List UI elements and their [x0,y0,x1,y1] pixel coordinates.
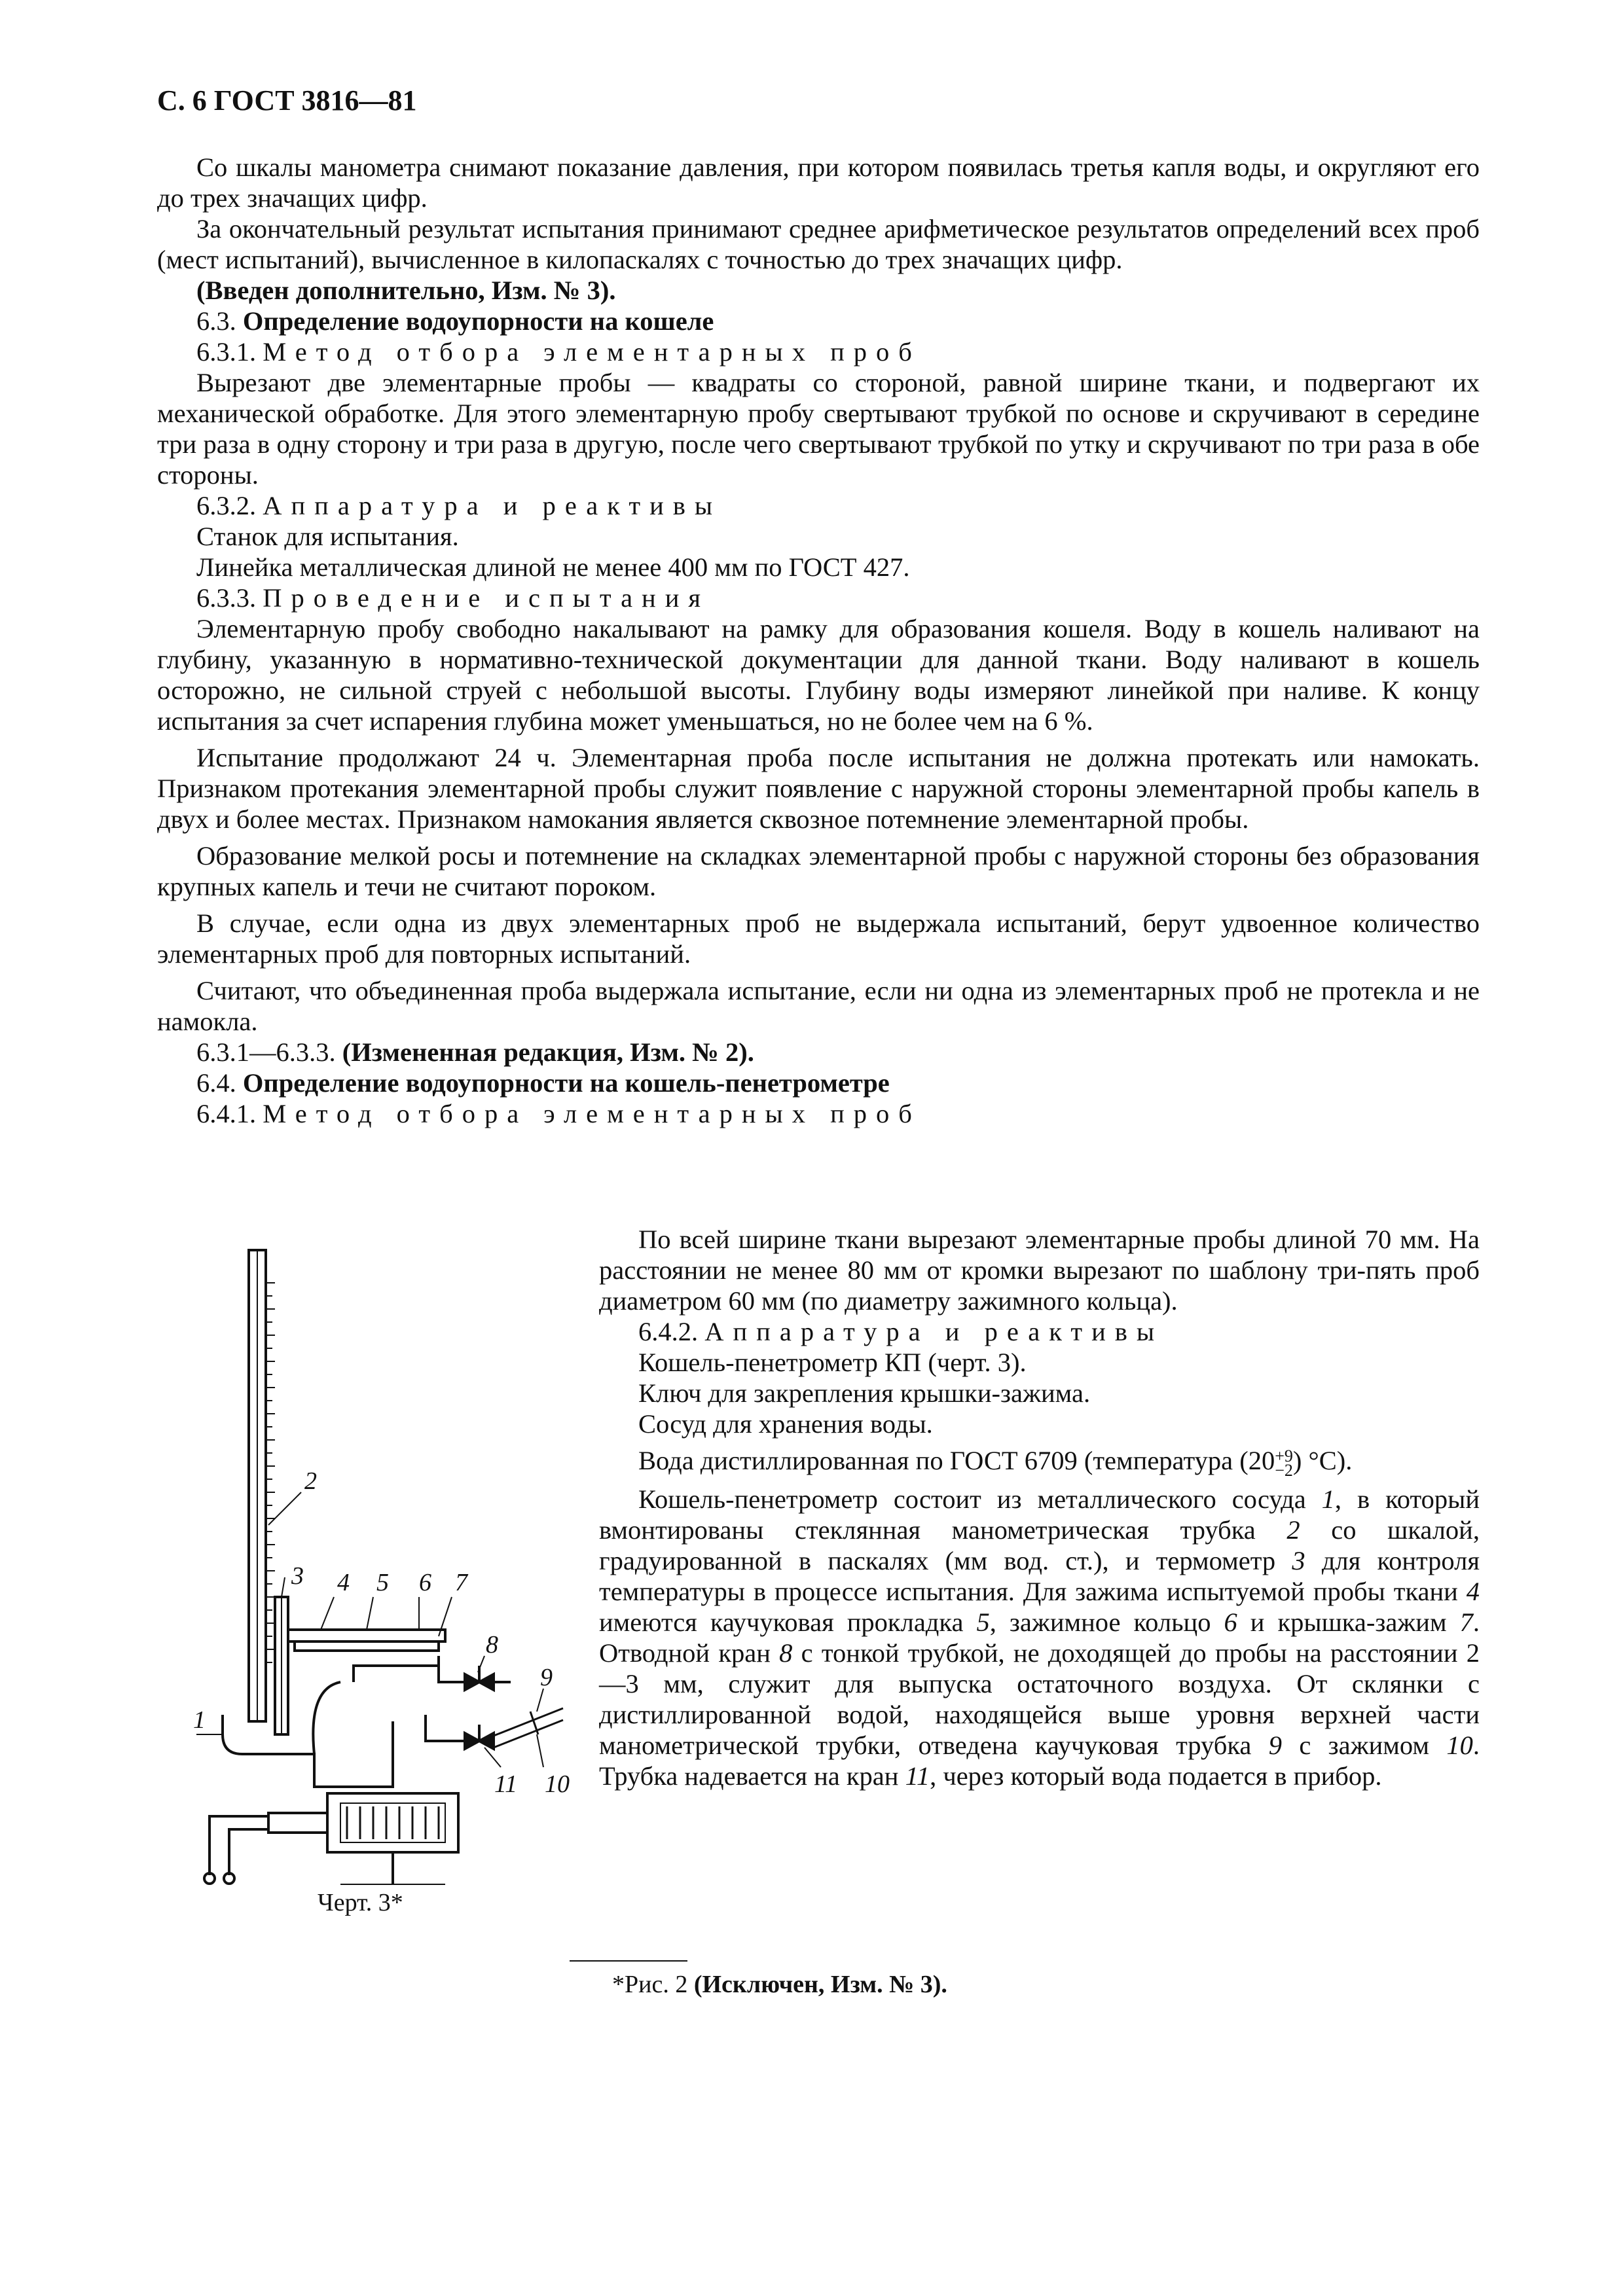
label-4: 4 [337,1569,350,1596]
subsection-heading: 6.4.2. Аппаратура и реактивы [638,1317,1164,1346]
list-item: Кошель-пенетрометр КП (черт. 3). [638,1348,1027,1377]
paragraph: Образование мелкой росы и потемнение на складках элементарной пробы с наружной стороны без образования крупных капель и течи не считают пороком. [157,841,1480,901]
list-item: Ключ для закрепления крышки-зажима. [638,1378,1091,1408]
paragraph: Вырезают две элементарные пробы — квадраты со стороной, равной ширине ткани, и подвергают их механической обработке. Для этого элементарную пробу свертывают трубкой по основе и скручивают в середине три раза в одну сторону и три раза в другую, после чего свертывают трубкой по утку и скручивают по три раза в обе стороны. [157,368,1480,490]
paragraph: Линейка металлическая длиной не менее 400 мм по ГОСТ 427. [196,552,910,582]
label-7: 7 [455,1569,467,1596]
subsection-heading: 6.3.1. Метод отбора элементарных проб [196,337,921,367]
page-header: С. 6 ГОСТ 3816—81 [157,84,417,117]
subsection-heading: 6.3.3. Проведение испытания [196,583,710,613]
label-3: 3 [291,1562,304,1590]
paragraph: Кошель-пенетрометр состоит из металлического сосуда 1, в который вмонтированы стеклянная манометрическая трубка 2 со шкалой, градуированной в паскалях (мм вод. ст.), и термометр 3 для контроля температуры в процессе испытания. Для зажима испытуемой пробы ткани 4 имеются каучуковая прокладка 5, зажимное кольцо 6 и крышка-зажим 7. Отводной кран 8 с тонкой трубкой, не доходящей до пробы на расстоянии 2—3 мм, служит для выпуска остаточного воздуха. От склянки с дистиллированной водой, находящейся выше уровня верхней части манометрической трубки, отведена каучуковая трубка 9 с зажимом 10. Трубка надевается на кран 11, через который вода подается в прибор. [599,1484,1480,1791]
subsection-heading: 6.3.2. Аппаратура и реактивы [196,491,722,520]
section-heading: 6.4. Определение водоупорности на кошель-пенетрометре [196,1068,890,1098]
label-10: 10 [545,1770,570,1798]
label-8: 8 [486,1631,498,1659]
label-9: 9 [540,1664,553,1691]
amendment-note: 6.3.1—6.3.3. (Измененная редакция, Изм. № 2). [196,1037,754,1067]
paragraph: Испытание продолжают 24 ч. Элементарная проба после испытания не должна протекать или намокать. Признаком протекания элементарной пробы служит появление с наружной стороны элементарной пробы капель в двух и более местах. Признаком намокания является сквозное потемнение элементарной пробы. [157,743,1480,834]
paragraph: По всей ширине ткани вырезают элементарные пробы длиной 70 мм. На расстоянии не менее 80 мм от кромки вырезают по шаблону три-пять проб диаметром 60 мм (по диаметру зажимного кольца). [599,1225,1480,1316]
label-11: 11 [494,1770,518,1798]
paragraph: Считают, что объединенная проба выдержала испытание, если ни одна из элементарных проб не протекла и не намокла. [157,976,1480,1036]
paragraph: Элементарную пробу свободно накалывают на рамку для образования кошеля. Воду в кошель наливают на глубину, указанную в нормативно-технической документации для данной ткани. Воду наливают в кошель осторожно, не сильной струей с небольшой высоты. Глубину воды измеряют линейкой при наливе. К концу испытания за счет испарения глубина может уменьшаться, но не более чем на 6 %. [157,614,1480,736]
manometer-scale [266,1283,275,1662]
label-5: 5 [376,1569,389,1596]
figure-kp-penetrometer [144,1230,589,1885]
paragraph: За окончательный результат испытания принимают среднее арифметическое результатов определений всех проб (мест испытаний), вычисленное в килопаскалях с точностью до трех значащих цифр. [157,214,1480,274]
apparatus-diagram [144,1230,589,1885]
section-heading: 6.3. Определение водоупорности на кошеле [196,306,714,336]
main-text [157,152,1480,1129]
label-1: 1 [193,1706,206,1734]
figure-caption: Черт. 3* [318,1889,403,1916]
footnote: *Рис. 2 (Исключен, Изм. № 3). [612,1971,947,1998]
label-6: 6 [419,1569,431,1596]
list-item: Сосуд для хранения воды. [638,1409,933,1439]
label-2: 2 [304,1467,317,1495]
paragraph: Станок для испытания. [196,522,459,551]
paragraph: Со шкалы манометра снимают показание давления, при котором появилась третья капля воды, и округляют его до трех значащих цифр. [157,152,1480,213]
footnote-divider [570,1960,687,1962]
subsection-heading: 6.4.1. Метод отбора элементарных проб [196,1099,921,1128]
paragraph: Вода дистиллированная по ГОСТ 6709 (температура (20+9 −2) °С). [638,1446,1353,1480]
amendment-note: (Введен дополнительно, Изм. № 3). [196,276,616,305]
vessel [223,1715,393,1787]
right-column-text [599,1224,1480,1791]
lid-clamp [288,1630,445,1641]
paragraph: В случае, если одна из двух элементарных проб не выдержала испытаний, берут удвоенное количество элементарных проб для повторных испытаний. [157,908,1480,969]
